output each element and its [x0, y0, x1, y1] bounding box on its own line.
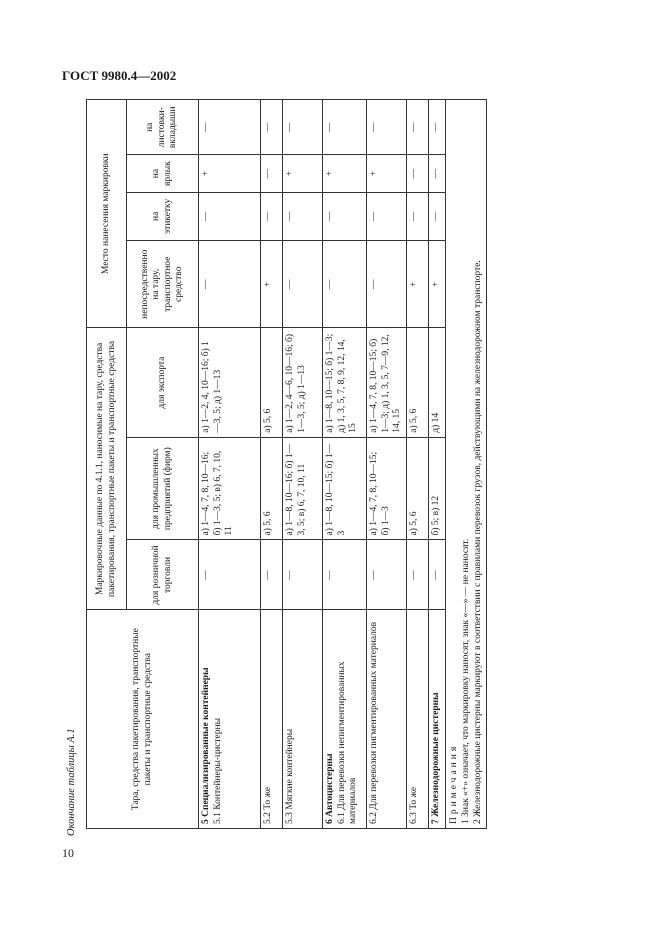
table-caption: Окончание таблицы А.1	[66, 728, 77, 836]
header-retail: для розничной торговли	[127, 540, 199, 610]
table-row	[323, 100, 367, 829]
note-2: 2 Железнодорожные цистерны маркируют в соответствии с правилами перевозок грузов, действующими на железнодорожном транспорте.	[472, 260, 483, 824]
cell-retail: —	[261, 540, 283, 610]
cell-industry: б) 5; в) 12	[429, 437, 446, 540]
cell-direct: +	[261, 241, 283, 328]
row-name: 6.1 Для перевозки непигментированных материалов	[336, 661, 358, 824]
notes-title: Примечания	[448, 743, 459, 824]
cell-direct: +	[407, 241, 429, 328]
cell-retail: —	[323, 540, 367, 610]
cell-tags: +	[367, 155, 407, 192]
table-row	[407, 100, 429, 829]
cell-sheets: —	[261, 100, 283, 156]
header-label: на этикетку	[127, 192, 199, 240]
cell-export: а) 1—8, 10—15; б) 1—3; д) 1, 3, 5, 7, 8, 9, 12, 14, 15	[323, 328, 367, 437]
cell-label: —	[261, 192, 283, 240]
document-header: ГОСТ 9980.4—2002	[62, 68, 177, 83]
table-row	[367, 100, 407, 829]
cell-label: —	[367, 192, 407, 240]
cell-tags: +	[283, 155, 323, 192]
cell-label: —	[199, 192, 261, 240]
cell-industry: а) 5, 6	[407, 437, 429, 540]
table-row	[283, 100, 323, 829]
header-tags: на ярлык	[127, 155, 199, 192]
cell-industry: а) 1—4, 7, 8, 10—15; б) 1—3	[367, 437, 407, 540]
cell-label: —	[323, 192, 367, 240]
cell-direct: —	[283, 241, 323, 328]
cell-tags: +	[199, 155, 261, 192]
page-number: 10	[62, 846, 74, 860]
row-name: 5.2 То же	[261, 610, 283, 829]
section-title: 6 Автоцистерны	[325, 753, 335, 824]
table-row	[429, 100, 446, 829]
cell-label: —	[407, 192, 429, 240]
cell-sheets: —	[283, 100, 323, 156]
cell-sheets: —	[367, 100, 407, 156]
row-name: 6.3 То же	[407, 610, 429, 829]
cell-direct: —	[199, 241, 261, 328]
rotated-table-area	[86, 99, 498, 829]
header-direct: непосредственно на тару, транспортное средство	[127, 241, 199, 328]
cell-direct: —	[323, 241, 367, 328]
cell-tags: —	[429, 155, 446, 192]
cell-tags: —	[407, 155, 429, 192]
cell-label: —	[429, 192, 446, 240]
marking-table	[86, 99, 487, 829]
cell-export: д) 14	[429, 328, 446, 437]
header-marking-data: Маркировочные данные по 4.1.1, наносимые на тару, средства пакетирования, транспортные пакеты и транспортные средства	[87, 328, 127, 610]
cell-label: —	[283, 192, 323, 240]
section-title: 7 Железнодорожные цистерны	[431, 692, 441, 824]
cell-sheets: —	[199, 100, 261, 156]
cell-industry: а) 1—4, 7, 8, 10—16; б) 1—3, 5; в) 6, 7, 10, 11	[199, 437, 261, 540]
cell-tags: —	[261, 155, 283, 192]
section-title: 5 Специализированные контейнеры	[201, 667, 211, 824]
cell-direct: —	[367, 241, 407, 328]
cell-export: а) 5, 6	[261, 328, 283, 437]
cell-sheets: —	[429, 100, 446, 156]
cell-retail: —	[367, 540, 407, 610]
header-industry: для промышленных предприятий (фирм)	[127, 437, 199, 540]
cell-retail: —	[407, 540, 429, 610]
row-name: 5.1 Контейнеры-цистерны	[212, 718, 223, 824]
row-name: 5.3 Мягкие контейнеры	[283, 610, 323, 829]
header-export: для экспорта	[127, 328, 199, 437]
table-row	[199, 100, 261, 829]
notes-row	[445, 100, 486, 829]
cell-sheets: —	[407, 100, 429, 156]
cell-retail: —	[283, 540, 323, 610]
row-name: 6.2 Для перевозки пигментированных материалов	[367, 610, 407, 829]
cell-export: а) 5, 6	[407, 328, 429, 437]
note-1: 1 Знак «+» означает, что маркировку наносят, знак «—» — не наносят.	[460, 538, 471, 824]
table-row	[261, 100, 283, 829]
header-sheets: на листовки-вкладыши	[127, 100, 199, 156]
cell-export: а) 1—2, 4, 10—16; б) 1—3, 5; д) 1—13	[199, 328, 261, 437]
cell-export: а) 1—2, 4—6, 10—16; б) 1—3, 5; д) 1—13	[283, 328, 323, 437]
header-marking-place: Место нанесения маркировки	[87, 100, 127, 328]
cell-tags: +	[323, 155, 367, 192]
cell-export: а) 1—4, 7, 8, 10—15; б) 1—3; д) 1, 3, 5, 7—9, 12, 14, 15	[367, 328, 407, 437]
cell-industry: а) 5, 6	[261, 437, 283, 540]
cell-industry: а) 1—8, 10—15; б) 1—3	[323, 437, 367, 540]
header-packaging: Тара, средства пакетирования, транспортные пакеты и транспортные средства	[87, 610, 199, 829]
cell-industry: а) 1—8, 10—16; б) 1—3, 5; в) 6, 7, 10, 11	[283, 437, 323, 540]
cell-retail: —	[199, 540, 261, 610]
cell-direct: +	[429, 241, 446, 328]
cell-sheets: —	[323, 100, 367, 156]
cell-retail: —	[429, 540, 446, 610]
